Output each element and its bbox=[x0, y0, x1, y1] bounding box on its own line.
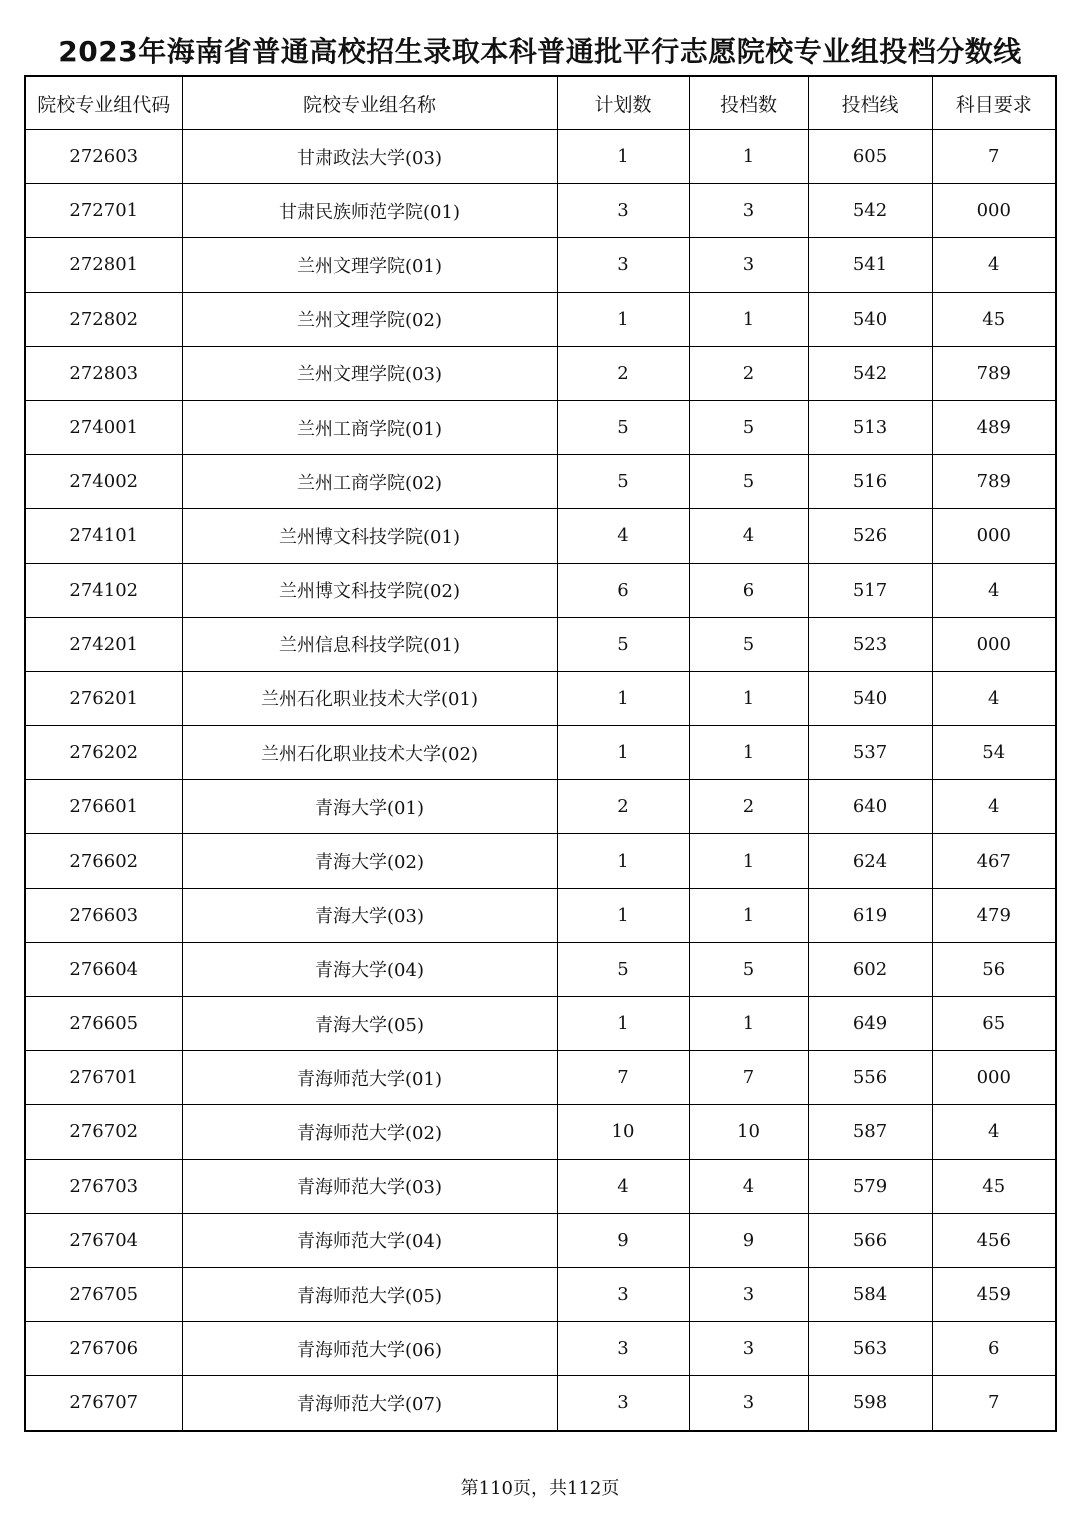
cell-subject-requirement: 000 bbox=[932, 184, 1056, 238]
cell-score-line: 640 bbox=[808, 780, 932, 834]
cell-plan: 3 bbox=[557, 184, 689, 238]
cell-code: 274101 bbox=[25, 509, 182, 563]
cell-name: 青海师范大学(04) bbox=[182, 1213, 557, 1267]
cell-score-line: 598 bbox=[808, 1376, 932, 1431]
cell-score-line: 540 bbox=[808, 292, 932, 346]
cell-code: 272801 bbox=[25, 238, 182, 292]
cell-subject-requirement: 56 bbox=[932, 942, 1056, 996]
cell-code: 276604 bbox=[25, 942, 182, 996]
cell-admitted: 5 bbox=[689, 400, 808, 454]
cell-code: 274102 bbox=[25, 563, 182, 617]
cell-plan: 1 bbox=[557, 726, 689, 780]
cell-plan: 2 bbox=[557, 346, 689, 400]
cell-admitted: 3 bbox=[689, 1322, 808, 1376]
cell-plan: 3 bbox=[557, 238, 689, 292]
cell-subject-requirement: 45 bbox=[932, 292, 1056, 346]
cell-plan: 5 bbox=[557, 400, 689, 454]
table-row bbox=[25, 455, 1056, 509]
cell-name: 兰州博文科技学院(01) bbox=[182, 509, 557, 563]
cell-admitted: 1 bbox=[689, 888, 808, 942]
table-row bbox=[25, 1267, 1056, 1321]
table-row bbox=[25, 942, 1056, 996]
cell-code: 272802 bbox=[25, 292, 182, 346]
cell-admitted: 1 bbox=[689, 671, 808, 725]
cell-plan: 4 bbox=[557, 509, 689, 563]
table-header-row bbox=[25, 76, 1056, 130]
cell-plan: 2 bbox=[557, 780, 689, 834]
cell-subject-requirement: 479 bbox=[932, 888, 1056, 942]
cell-subject-requirement: 000 bbox=[932, 509, 1056, 563]
cell-subject-requirement: 000 bbox=[932, 1051, 1056, 1105]
cell-admitted: 5 bbox=[689, 617, 808, 671]
cell-name: 兰州信息科技学院(01) bbox=[182, 617, 557, 671]
cell-subject-requirement: 7 bbox=[932, 1376, 1056, 1431]
table-row bbox=[25, 509, 1056, 563]
cell-code: 276601 bbox=[25, 780, 182, 834]
cell-name: 青海大学(02) bbox=[182, 834, 557, 888]
cell-code: 276605 bbox=[25, 997, 182, 1051]
cell-name: 兰州博文科技学院(02) bbox=[182, 563, 557, 617]
cell-plan: 1 bbox=[557, 997, 689, 1051]
cell-plan: 5 bbox=[557, 617, 689, 671]
cell-score-line: 619 bbox=[808, 888, 932, 942]
cell-code: 272803 bbox=[25, 346, 182, 400]
table-row bbox=[25, 400, 1056, 454]
table-row bbox=[25, 997, 1056, 1051]
column-header-code: 院校专业组代码 bbox=[25, 76, 182, 130]
cell-plan: 1 bbox=[557, 834, 689, 888]
cell-name: 兰州石化职业技术大学(01) bbox=[182, 671, 557, 725]
cell-subject-requirement: 4 bbox=[932, 671, 1056, 725]
cell-admitted: 1 bbox=[689, 130, 808, 184]
cell-code: 276705 bbox=[25, 1267, 182, 1321]
cell-name: 青海师范大学(07) bbox=[182, 1376, 557, 1431]
cell-admitted: 1 bbox=[689, 726, 808, 780]
cell-name: 青海师范大学(06) bbox=[182, 1322, 557, 1376]
cell-name: 青海师范大学(05) bbox=[182, 1267, 557, 1321]
table-row bbox=[25, 1159, 1056, 1213]
table-row bbox=[25, 834, 1056, 888]
cell-score-line: 542 bbox=[808, 184, 932, 238]
cell-subject-requirement: 7 bbox=[932, 130, 1056, 184]
cell-code: 272603 bbox=[25, 130, 182, 184]
column-header-score-line: 投档线 bbox=[808, 76, 932, 130]
table-row bbox=[25, 130, 1056, 184]
cell-plan: 1 bbox=[557, 130, 689, 184]
cell-name: 兰州工商学院(02) bbox=[182, 455, 557, 509]
cell-score-line: 541 bbox=[808, 238, 932, 292]
cell-subject-requirement: 65 bbox=[932, 997, 1056, 1051]
cell-code: 276706 bbox=[25, 1322, 182, 1376]
cell-subject-requirement: 6 bbox=[932, 1322, 1056, 1376]
cell-plan: 3 bbox=[557, 1322, 689, 1376]
table-row bbox=[25, 292, 1056, 346]
cell-plan: 1 bbox=[557, 292, 689, 346]
cell-score-line: 516 bbox=[808, 455, 932, 509]
cell-code: 272701 bbox=[25, 184, 182, 238]
cell-code: 274002 bbox=[25, 455, 182, 509]
table-row bbox=[25, 1051, 1056, 1105]
cell-score-line: 602 bbox=[808, 942, 932, 996]
cell-admitted: 1 bbox=[689, 292, 808, 346]
column-header-admitted: 投档数 bbox=[689, 76, 808, 130]
column-header-name: 院校专业组名称 bbox=[182, 76, 557, 130]
table-row bbox=[25, 563, 1056, 617]
cell-code: 274201 bbox=[25, 617, 182, 671]
cell-admitted: 9 bbox=[689, 1213, 808, 1267]
cell-score-line: 523 bbox=[808, 617, 932, 671]
cell-code: 276701 bbox=[25, 1051, 182, 1105]
cell-subject-requirement: 45 bbox=[932, 1159, 1056, 1213]
cell-admitted: 6 bbox=[689, 563, 808, 617]
column-header-subject-requirement: 科目要求 bbox=[932, 76, 1056, 130]
table-row bbox=[25, 184, 1056, 238]
table-row bbox=[25, 671, 1056, 725]
column-header-plan: 计划数 bbox=[557, 76, 689, 130]
cell-name: 青海师范大学(01) bbox=[182, 1051, 557, 1105]
table-row bbox=[25, 726, 1056, 780]
cell-subject-requirement: 789 bbox=[932, 455, 1056, 509]
cell-subject-requirement: 4 bbox=[932, 563, 1056, 617]
cell-plan: 5 bbox=[557, 455, 689, 509]
cell-subject-requirement: 54 bbox=[932, 726, 1056, 780]
cell-admitted: 3 bbox=[689, 238, 808, 292]
page-title: 2023年海南省普通高校招生录取本科普通批平行志愿院校专业组投档分数线 bbox=[58, 35, 1022, 68]
cell-code: 276707 bbox=[25, 1376, 182, 1431]
cell-admitted: 1 bbox=[689, 834, 808, 888]
cell-name: 兰州文理学院(03) bbox=[182, 346, 557, 400]
cell-name: 青海大学(03) bbox=[182, 888, 557, 942]
cell-score-line: 542 bbox=[808, 346, 932, 400]
score-table bbox=[24, 75, 1057, 1432]
table-row bbox=[25, 346, 1056, 400]
cell-name: 青海大学(04) bbox=[182, 942, 557, 996]
cell-subject-requirement: 789 bbox=[932, 346, 1056, 400]
cell-plan: 3 bbox=[557, 1267, 689, 1321]
cell-subject-requirement: 459 bbox=[932, 1267, 1056, 1321]
cell-subject-requirement: 489 bbox=[932, 400, 1056, 454]
table-row bbox=[25, 888, 1056, 942]
table-row bbox=[25, 1322, 1056, 1376]
cell-admitted: 2 bbox=[689, 346, 808, 400]
cell-score-line: 605 bbox=[808, 130, 932, 184]
cell-score-line: 517 bbox=[808, 563, 932, 617]
cell-score-line: 566 bbox=[808, 1213, 932, 1267]
cell-admitted: 5 bbox=[689, 455, 808, 509]
table-row bbox=[25, 1376, 1056, 1431]
cell-code: 274001 bbox=[25, 400, 182, 454]
cell-score-line: 624 bbox=[808, 834, 932, 888]
cell-admitted: 1 bbox=[689, 997, 808, 1051]
cell-score-line: 563 bbox=[808, 1322, 932, 1376]
table-body bbox=[25, 130, 1056, 1431]
cell-plan: 3 bbox=[557, 1376, 689, 1431]
cell-subject-requirement: 456 bbox=[932, 1213, 1056, 1267]
cell-code: 276703 bbox=[25, 1159, 182, 1213]
cell-name: 兰州工商学院(01) bbox=[182, 400, 557, 454]
cell-name: 甘肃政法大学(03) bbox=[182, 130, 557, 184]
cell-subject-requirement: 467 bbox=[932, 834, 1056, 888]
cell-code: 276603 bbox=[25, 888, 182, 942]
cell-score-line: 649 bbox=[808, 997, 932, 1051]
cell-admitted: 10 bbox=[689, 1105, 808, 1159]
cell-code: 276602 bbox=[25, 834, 182, 888]
cell-admitted: 4 bbox=[689, 1159, 808, 1213]
cell-name: 青海大学(05) bbox=[182, 997, 557, 1051]
cell-subject-requirement: 4 bbox=[932, 780, 1056, 834]
table-row bbox=[25, 1213, 1056, 1267]
cell-name: 兰州文理学院(02) bbox=[182, 292, 557, 346]
cell-admitted: 3 bbox=[689, 1267, 808, 1321]
cell-name: 甘肃民族师范学院(01) bbox=[182, 184, 557, 238]
cell-code: 276702 bbox=[25, 1105, 182, 1159]
cell-name: 兰州石化职业技术大学(02) bbox=[182, 726, 557, 780]
cell-plan: 6 bbox=[557, 563, 689, 617]
cell-plan: 7 bbox=[557, 1051, 689, 1105]
cell-plan: 9 bbox=[557, 1213, 689, 1267]
cell-score-line: 513 bbox=[808, 400, 932, 454]
table-row bbox=[25, 1105, 1056, 1159]
cell-subject-requirement: 4 bbox=[932, 1105, 1056, 1159]
cell-code: 276202 bbox=[25, 726, 182, 780]
cell-plan: 1 bbox=[557, 888, 689, 942]
page-footer: 第110页，共112页 bbox=[460, 1478, 620, 1499]
cell-admitted: 2 bbox=[689, 780, 808, 834]
cell-admitted: 7 bbox=[689, 1051, 808, 1105]
cell-score-line: 537 bbox=[808, 726, 932, 780]
cell-plan: 10 bbox=[557, 1105, 689, 1159]
cell-score-line: 579 bbox=[808, 1159, 932, 1213]
cell-plan: 5 bbox=[557, 942, 689, 996]
cell-name: 青海师范大学(02) bbox=[182, 1105, 557, 1159]
cell-name: 青海师范大学(03) bbox=[182, 1159, 557, 1213]
table-row bbox=[25, 238, 1056, 292]
cell-score-line: 584 bbox=[808, 1267, 932, 1321]
cell-admitted: 3 bbox=[689, 184, 808, 238]
cell-name: 兰州文理学院(01) bbox=[182, 238, 557, 292]
cell-score-line: 587 bbox=[808, 1105, 932, 1159]
cell-score-line: 556 bbox=[808, 1051, 932, 1105]
cell-plan: 4 bbox=[557, 1159, 689, 1213]
table-row bbox=[25, 780, 1056, 834]
cell-admitted: 5 bbox=[689, 942, 808, 996]
cell-name: 青海大学(01) bbox=[182, 780, 557, 834]
cell-code: 276704 bbox=[25, 1213, 182, 1267]
cell-subject-requirement: 000 bbox=[932, 617, 1056, 671]
cell-admitted: 4 bbox=[689, 509, 808, 563]
cell-code: 276201 bbox=[25, 671, 182, 725]
cell-score-line: 526 bbox=[808, 509, 932, 563]
cell-admitted: 3 bbox=[689, 1376, 808, 1431]
table-row bbox=[25, 617, 1056, 671]
cell-score-line: 540 bbox=[808, 671, 932, 725]
cell-plan: 1 bbox=[557, 671, 689, 725]
cell-subject-requirement: 4 bbox=[932, 238, 1056, 292]
